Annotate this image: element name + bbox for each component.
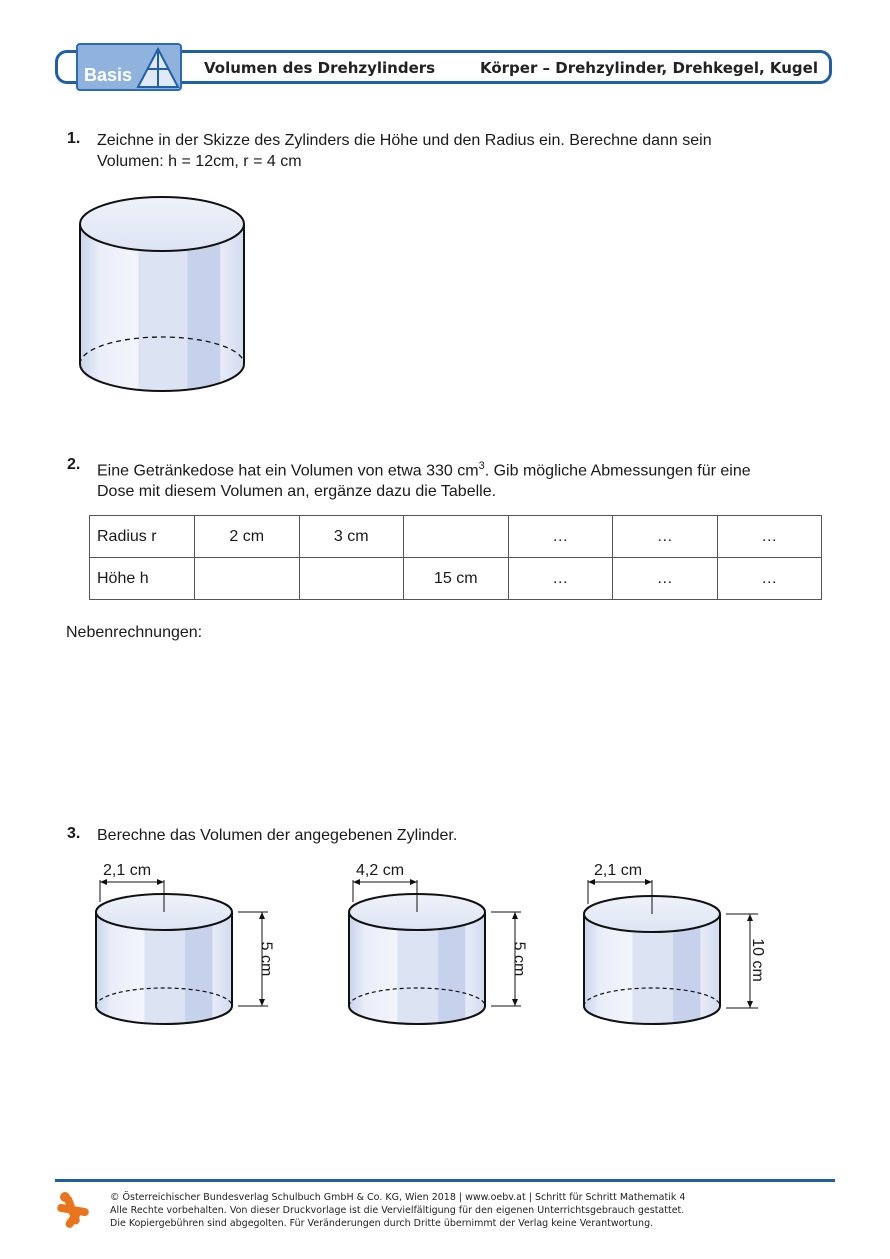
volume-unit-exponent: 3 — [478, 460, 485, 472]
cylinder-a-radius-label: 2,1 cm — [103, 862, 152, 879]
table-cell[interactable] — [404, 516, 509, 558]
copyright-notice — [110, 1191, 685, 1230]
task2-line1 — [97, 456, 751, 481]
cylinder-c-height-label: 10 cm — [748, 938, 766, 982]
table-row-height — [90, 558, 822, 600]
cylinder-b-diameter-label: 4,2 cm — [356, 862, 405, 879]
task2-line1-part-a: Eine Getränkedose hat ein Volumen von etwa 330 cm — [97, 462, 479, 480]
copyright-line2: Alle Rechte vorbehalten. Von dieser Druckvorlage ist die Vervielfältigung für den eigenen Unterrichtsgebrauch gestattet. — [110, 1205, 685, 1216]
cylinder-a-height-label: 5 cm — [257, 941, 275, 977]
table-cell[interactable]: 15 cm — [404, 558, 509, 600]
cylinder-c-radius-label: 2,1 cm — [594, 862, 643, 879]
cylinder-b-height-label: 5 cm — [510, 941, 528, 977]
task2-number: 2. — [67, 456, 81, 473]
task1-line2: Volumen: h = 12cm, r = 4 cm — [97, 153, 302, 170]
table-cell[interactable] — [299, 558, 404, 600]
cylinder-c — [576, 858, 791, 1033]
table-cell[interactable] — [195, 558, 300, 600]
table-cell[interactable]: … — [508, 558, 613, 600]
level-badge-label: Basis — [84, 65, 133, 85]
task2-line2: Dose mit diesem Volumen an, ergänze dazu die Tabelle. — [97, 483, 497, 501]
table-cell[interactable]: … — [717, 558, 822, 600]
task1-cylinder — [76, 188, 248, 398]
task3-text: Berechne das Volumen der angegebenen Zylinder. — [97, 827, 458, 844]
table-cell[interactable]: 3 cm — [299, 516, 404, 558]
task3-number: 3. — [67, 825, 81, 842]
table-cell[interactable]: 2 cm — [195, 516, 300, 558]
task1-number: 1. — [67, 130, 81, 147]
copyright-line3: Die Kopiergebühren sind abgegolten. Für Veränderungen durch Dritte übernimmt der Verlag keine Verantwortung. — [110, 1218, 654, 1229]
level-badge — [76, 43, 182, 91]
table-cell[interactable]: … — [508, 516, 613, 558]
task2-line1-part-b: . Gib mögliche Abmessungen für eine — [484, 462, 751, 480]
worksheet-topic: Körper – Drehzylinder, Drehkegel, Kugel — [479, 59, 818, 77]
task1-line1: Zeichne in der Skizze des Zylinders die Höhe und den Radius ein. Berechne dann sein — [97, 132, 712, 149]
dimensions-table — [89, 515, 822, 600]
publisher-logo-icon — [55, 1191, 91, 1229]
task1-text — [97, 130, 712, 172]
cylinder-a — [88, 858, 298, 1033]
worksheet-title: Volumen des Drehzylinders — [204, 59, 436, 77]
level-triangle-icon — [136, 47, 180, 89]
table-row-radius — [90, 516, 822, 558]
scratch-work-label: Nebenrechnungen: — [66, 624, 203, 641]
task2-text — [97, 456, 751, 502]
table-cell[interactable]: … — [613, 516, 718, 558]
table-cell[interactable]: … — [613, 558, 718, 600]
table-cell[interactable]: … — [717, 516, 822, 558]
table-row-label: Radius r — [90, 516, 195, 558]
copyright-line1: © Österreichischer Bundesverlag Schulbuch GmbH & Co. KG, Wien 2018 | www.oebv.at | Schritt für Schritt Mathematik 4 — [110, 1192, 686, 1203]
cylinder-b — [341, 858, 551, 1033]
table-row-label: Höhe h — [90, 558, 195, 600]
footer-divider — [55, 1179, 835, 1182]
